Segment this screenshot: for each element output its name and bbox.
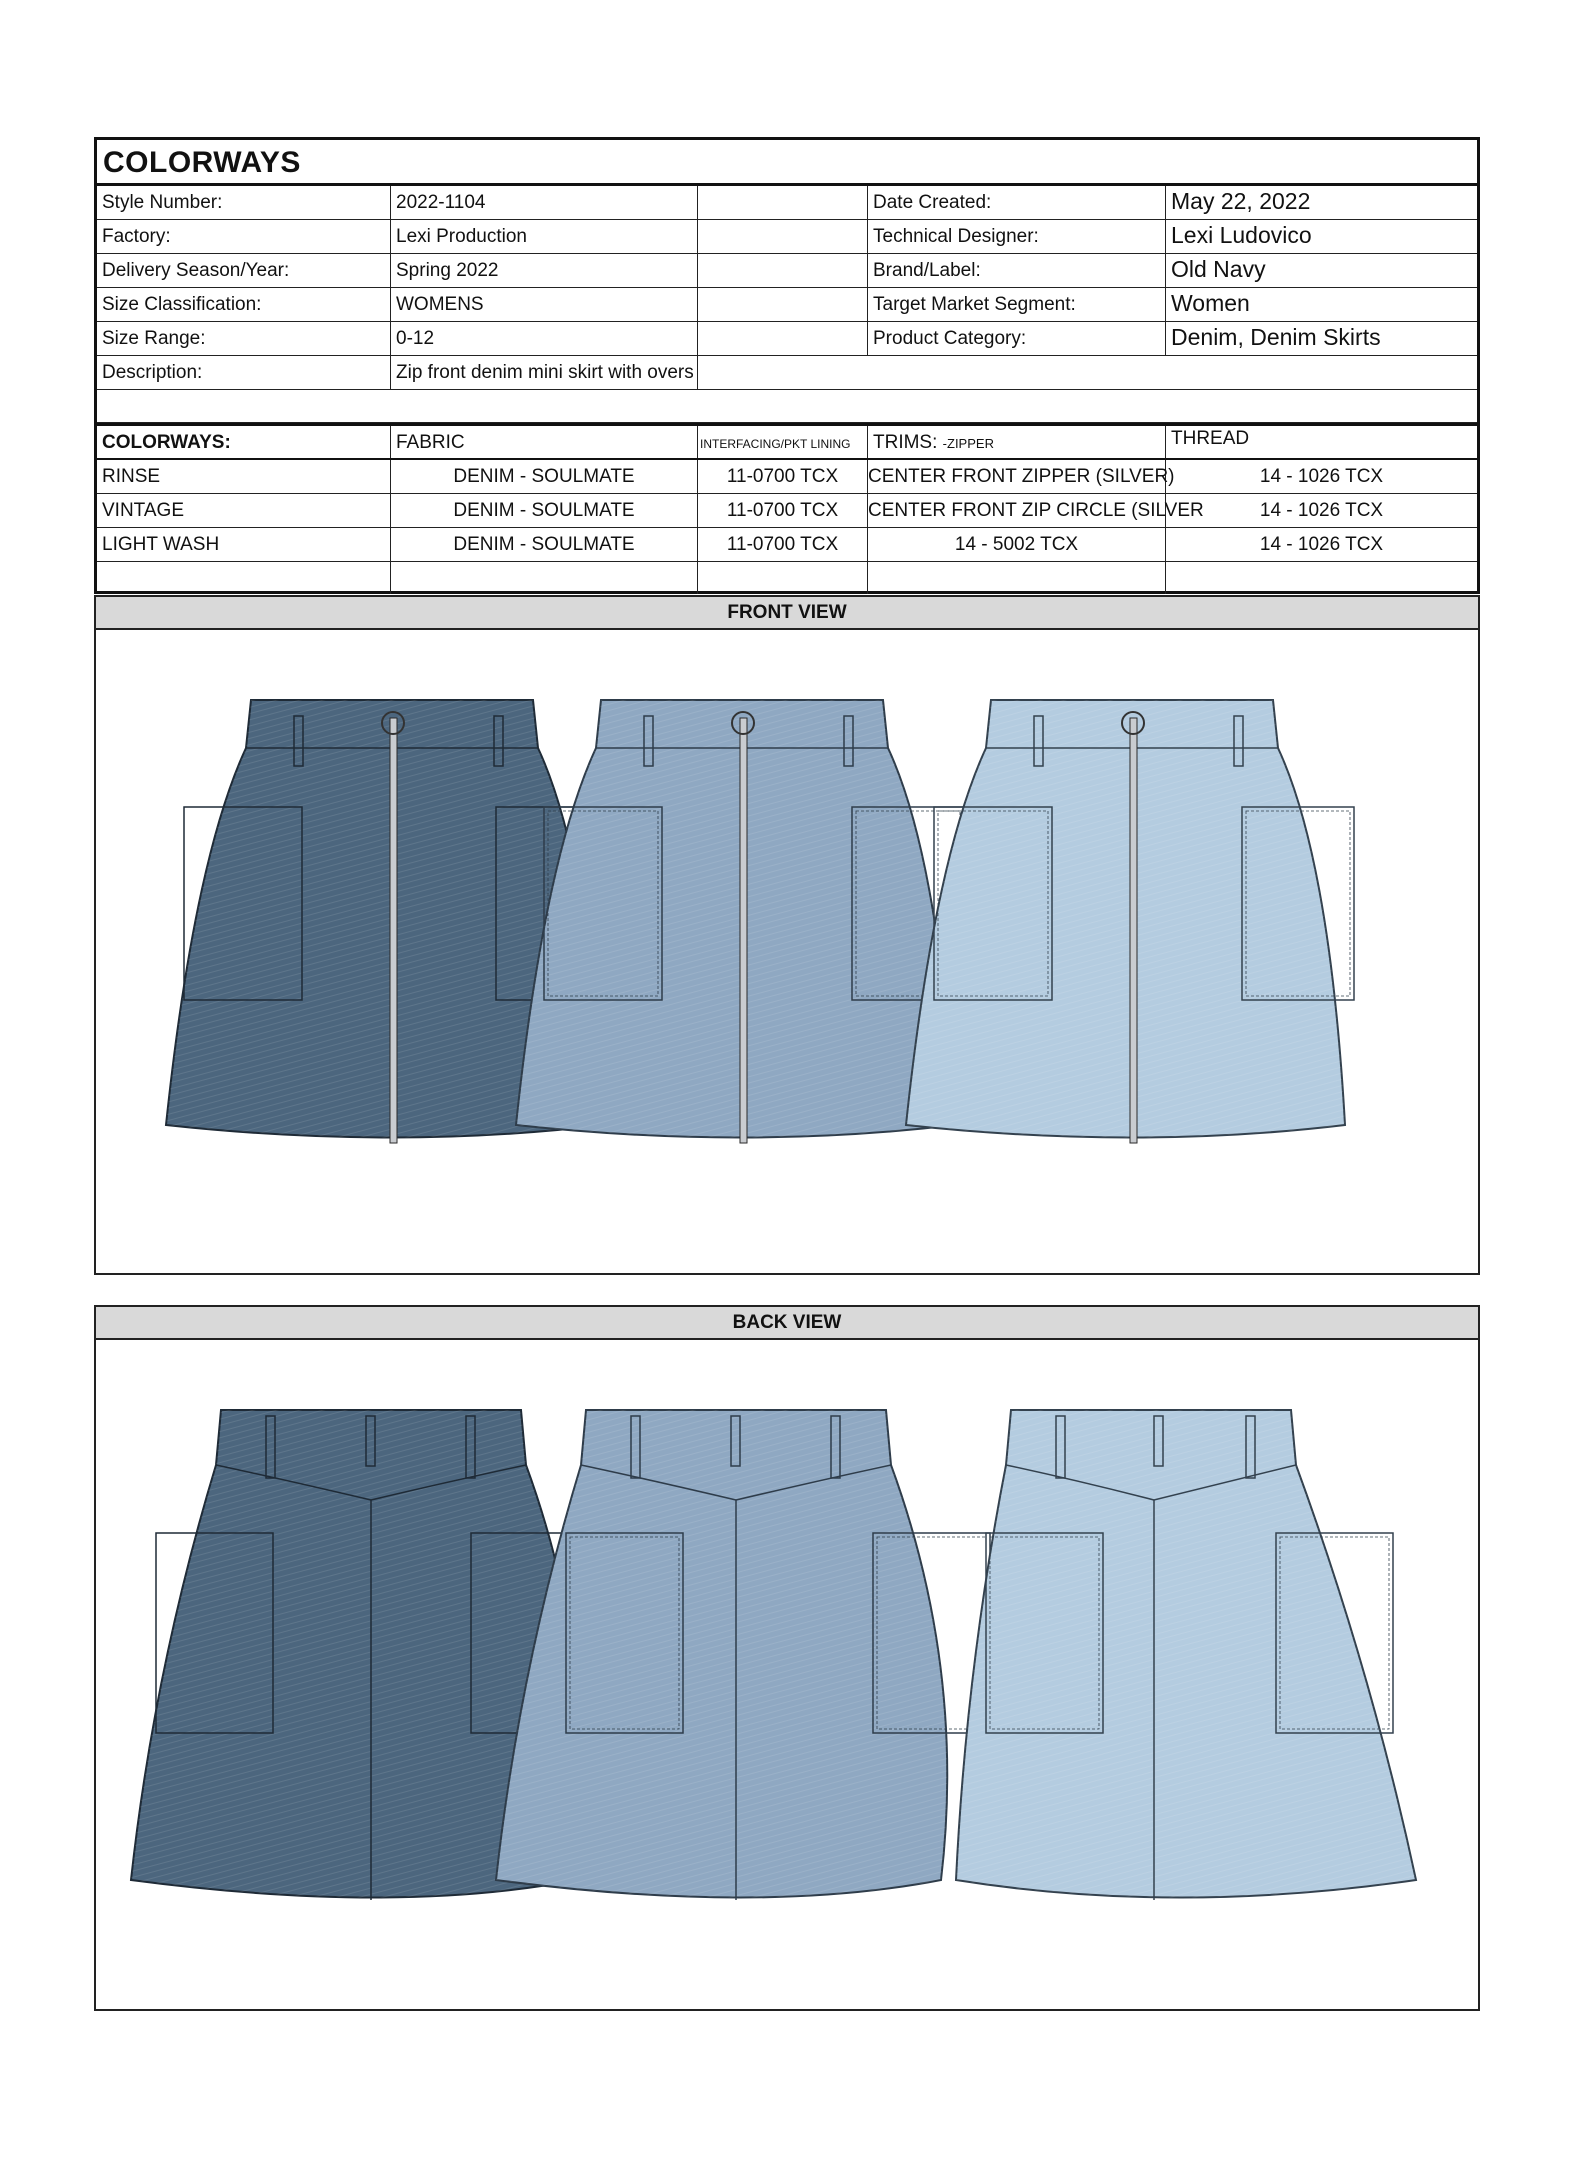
colorway-trims: CENTER FRONT ZIPPER (SILVER) <box>868 460 1166 494</box>
front-view-illustration <box>96 630 1478 1274</box>
empty-cell <box>698 562 868 594</box>
spacer-row <box>97 390 1477 423</box>
colorway-interfacing: 11-0700 TCX <box>698 494 868 528</box>
colorway-name: RINSE <box>97 460 391 494</box>
colorway-thread: 14 - 1026 TCX <box>1166 528 1477 562</box>
title-row <box>97 140 1477 186</box>
spec-header-table <box>94 137 1480 594</box>
empty-cell <box>391 562 698 594</box>
colorway-interfacing: 11-0700 TCX <box>698 528 868 562</box>
product-category-value: Denim, Denim Skirts <box>1166 322 1477 356</box>
colorway-name: LIGHT WASH <box>97 528 391 562</box>
brand-label: Brand/Label: <box>868 254 1166 288</box>
empty-cell <box>698 186 868 220</box>
light-wash-front-skirt <box>906 700 1354 1143</box>
style-number-value: 2022-1104 <box>391 186 698 220</box>
trims-col-header <box>868 426 1166 460</box>
page-title: COLORWAYS <box>103 146 301 179</box>
colorway-trims: CENTER FRONT ZIP CIRCLE (SILVER <box>868 494 1166 528</box>
product-category-label: Product Category: <box>868 322 1166 356</box>
size-classification-value: WOMENS <box>391 288 698 322</box>
fabric-col-header: FABRIC <box>391 426 698 460</box>
front-view-header: FRONT VIEW <box>96 597 1478 630</box>
colorway-fabric: DENIM - SOULMATE <box>391 528 698 562</box>
front-view-panel <box>94 595 1480 1275</box>
technical-designer-value: Lexi Ludovico <box>1166 220 1477 254</box>
colorways-col-header: COLORWAYS: <box>97 426 391 460</box>
empty-cell <box>97 562 391 594</box>
target-market-value: Women <box>1166 288 1477 322</box>
back-view-header: BACK VIEW <box>96 1307 1478 1340</box>
empty-cell <box>698 254 868 288</box>
colorway-trims: 14 - 5002 TCX <box>868 528 1166 562</box>
vintage-back-skirt <box>496 1410 990 1900</box>
factory-value: Lexi Production <box>391 220 698 254</box>
empty-cell <box>698 288 868 322</box>
trims-label: TRIMS: <box>873 432 938 453</box>
interfacing-col-header: INTERFACING/PKT LINING <box>698 426 868 460</box>
size-classification-label: Size Classification: <box>97 288 391 322</box>
technical-designer-label: Technical Designer: <box>868 220 1166 254</box>
style-number-label: Style Number: <box>97 186 391 220</box>
light-wash-back-skirt <box>956 1410 1416 1900</box>
brand-value: Old Navy <box>1166 254 1477 288</box>
empty-cell <box>698 356 1477 390</box>
delivery-season-value: Spring 2022 <box>391 254 698 288</box>
empty-cell <box>868 562 1166 594</box>
colorway-name: VINTAGE <box>97 494 391 528</box>
description-label: Description: <box>97 356 391 390</box>
empty-cell <box>698 322 868 356</box>
target-market-label: Target Market Segment: <box>868 288 1166 322</box>
size-range-value: 0-12 <box>391 322 698 356</box>
factory-label: Factory: <box>97 220 391 254</box>
date-created-value: May 22, 2022 <box>1166 186 1477 220</box>
back-view-panel <box>94 1305 1480 2011</box>
thread-col-header: THREAD <box>1166 426 1477 460</box>
colorway-thread: 14 - 1026 TCX <box>1166 494 1477 528</box>
colorway-thread: 14 - 1026 TCX <box>1166 460 1477 494</box>
size-range-label: Size Range: <box>97 322 391 356</box>
colorway-fabric: DENIM - SOULMATE <box>391 494 698 528</box>
vintage-front-skirt <box>516 700 964 1143</box>
date-created-label: Date Created: <box>868 186 1166 220</box>
empty-cell <box>698 220 868 254</box>
delivery-season-label: Delivery Season/Year: <box>97 254 391 288</box>
back-view-illustration <box>96 1340 1478 2010</box>
colorway-fabric: DENIM - SOULMATE <box>391 460 698 494</box>
description-value: Zip front denim mini skirt with overs <box>391 356 698 390</box>
trims-sub-label: -ZIPPER <box>942 436 994 451</box>
colorway-interfacing: 11-0700 TCX <box>698 460 868 494</box>
